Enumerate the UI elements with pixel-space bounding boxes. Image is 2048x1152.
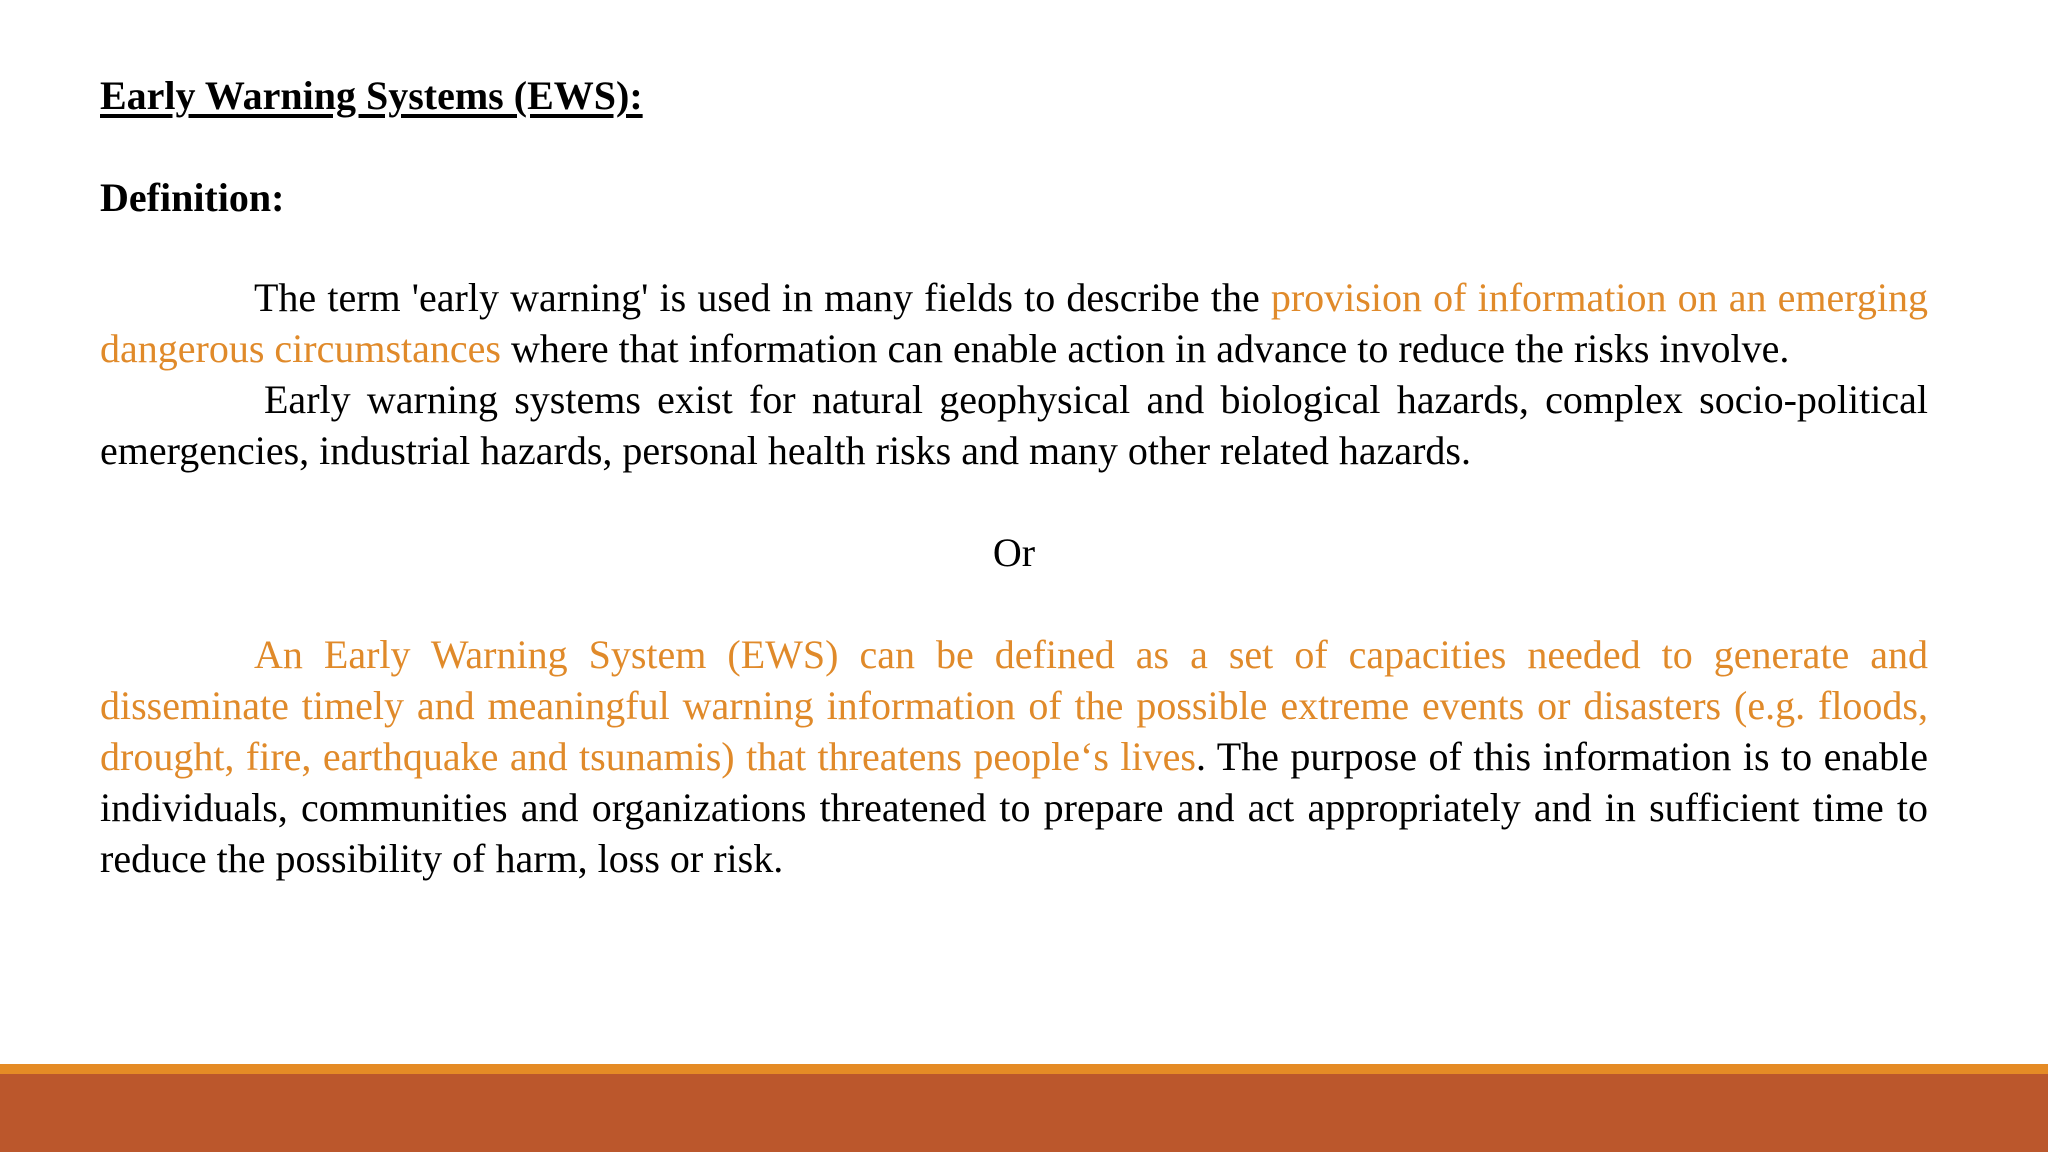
slide-title: Early Warning Systems (EWS): [100, 73, 643, 118]
paragraph-early-warning-term [100, 272, 1928, 374]
paragraph-ews-definition [100, 629, 1928, 884]
highlighted-text: provision of information on an emerging dangerous circumstances [100, 275, 1928, 371]
paragraph-ews-exist: Early warning systems exist for natural geophysical and biological hazards, complex socio-political emergencies, industrial hazards, personal health risks and many other related hazards. [100, 377, 1928, 473]
definition-heading: Definition: [100, 175, 285, 220]
or-separator: Or [992, 530, 1036, 575]
footer-accent-line [0, 1064, 2048, 1074]
footer-band [0, 1074, 2048, 1152]
highlighted-text: An Early Warning System (EWS) can be defined as a set of capacities needed to generate and disseminate timely and meaningful warning information of the possible extreme events or disasters (e.g. floods, drought, fire, earthquake and tsunamis) that threatens people‘s lives [100, 632, 1928, 779]
slide-content [100, 68, 1928, 884]
paragraph-text: The term 'early warning' is used in many fields to describe the [254, 275, 1271, 320]
paragraph-text: where that information can enable action in advance to reduce the risks involve. [500, 326, 1790, 371]
paragraph-text: . The purpose of this information is to enable individuals, communities and organizations threatened to prepare and act appropriately and in sufficient time to reduce the possibility of harm, loss or risk. [100, 734, 1928, 881]
